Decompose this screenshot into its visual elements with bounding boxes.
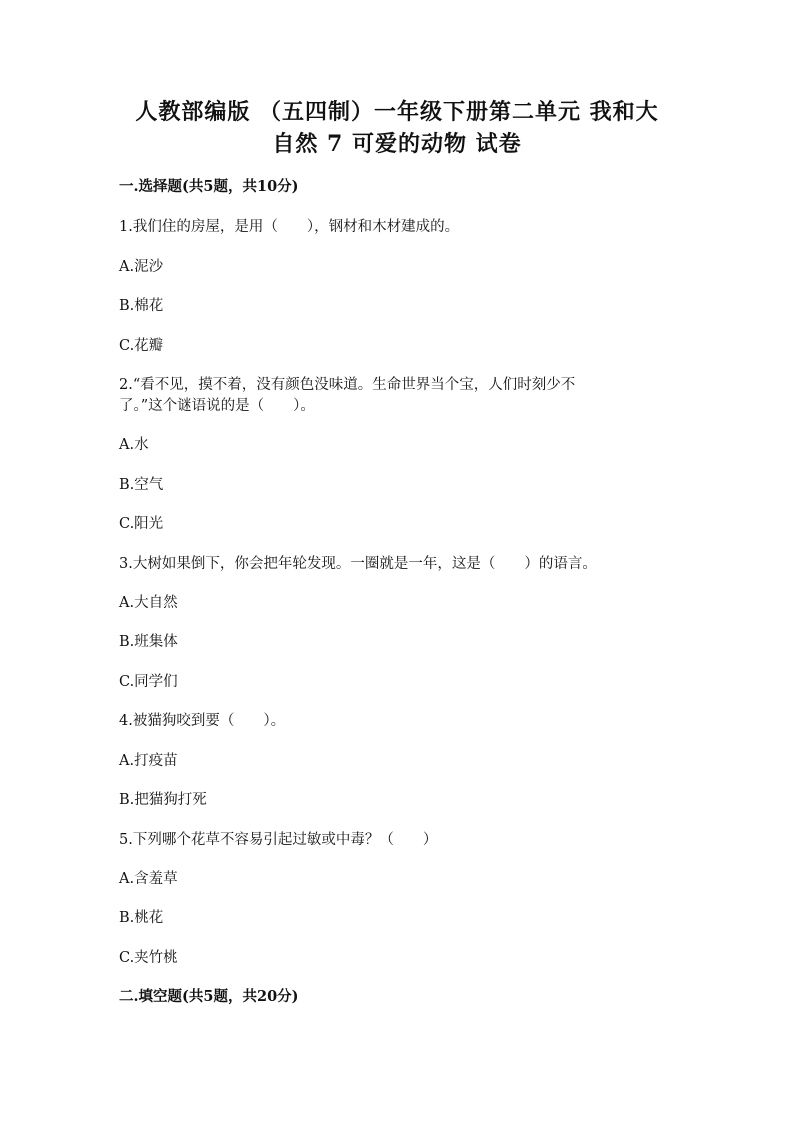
question-3-stem: 3.大树如果倒下，你会把年轮发现。一圈就是一年，这是（ ）的语言。 (119, 556, 597, 572)
question-3-option-c: C.同学们 (119, 674, 178, 690)
section-heading-choice: 一.选择题(共5题，共10分) (119, 178, 299, 195)
title-line-1: 人教部编版 （五四制）一年级下册第二单元 我和大 (135, 99, 659, 125)
question-1-stem: 1.我们住的房屋，是用（ ），钢材和木材建成的。 (119, 219, 460, 235)
question-4-option-b: B.把猫狗打死 (119, 792, 207, 808)
question-1-option-c: C.花瓣 (119, 338, 164, 354)
question-1-option-a: A.泥沙 (119, 259, 164, 275)
question-3-option-a: A.大自然 (119, 595, 178, 611)
question-1-option-b: B.棉花 (119, 298, 164, 314)
question-4-option-a: A.打疫苗 (119, 753, 178, 769)
question-5-option-a: A.含羞草 (119, 871, 178, 887)
question-2-stem-line-2: 了。”这个谜语说的是（ ）。 (119, 398, 315, 414)
question-4-stem: 4.被猫狗咬到要（ ）。 (119, 713, 286, 729)
title-line-2: 自然 7 可爱的动物 试卷 (272, 131, 522, 157)
section-heading-fill-in: 二.填空题(共5题，共20分) (119, 988, 299, 1005)
question-5-option-b: B.桃花 (119, 910, 164, 926)
question-2-option-a: A.水 (119, 437, 149, 453)
question-3-option-b: B.班集体 (119, 634, 178, 650)
question-2-option-b: B.空气 (119, 477, 164, 493)
question-2-stem-line-1: 2.“看不见，摸不着，没有颜色没味道。生命世界当个宝，人们时刻少不 (119, 377, 576, 393)
document-title (100, 96, 694, 160)
question-5-option-c: C.夹竹桃 (119, 950, 178, 966)
question-2-option-c: C.阳光 (119, 516, 164, 532)
question-5-stem: 5.下列哪个花草不容易引起过敏或中毒？（ ） (119, 832, 438, 848)
